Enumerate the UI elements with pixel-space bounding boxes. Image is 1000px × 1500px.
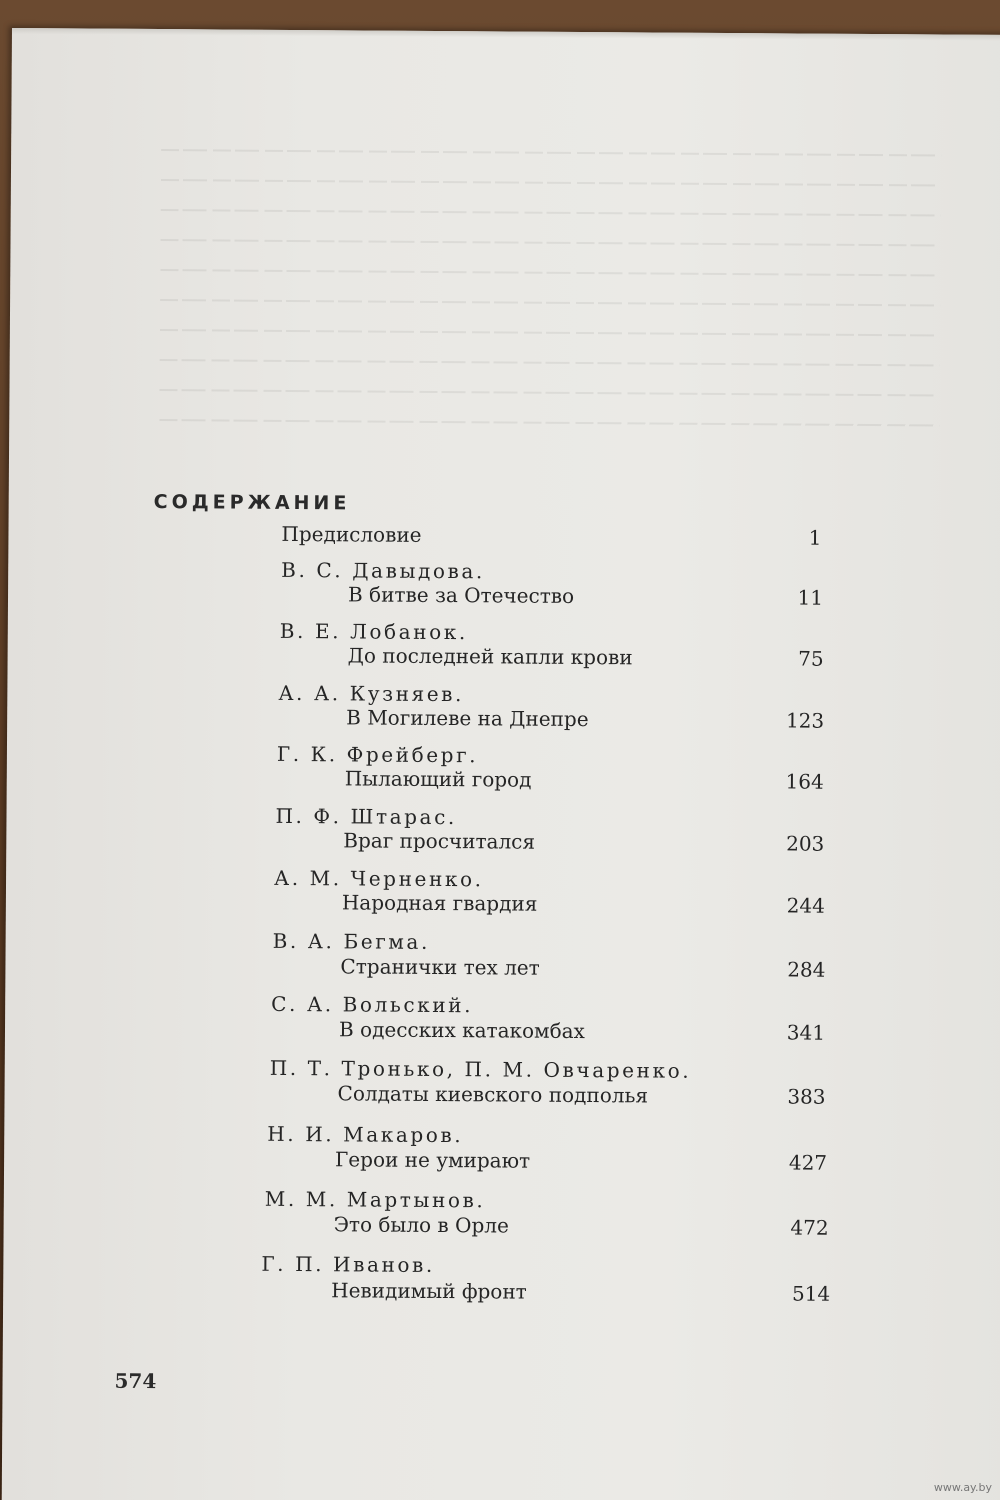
toc-page-number: 203: [786, 831, 825, 856]
toc-title: В одесских катакомбах: [338, 1017, 585, 1044]
book-page: [2, 28, 1000, 1500]
toc-author: А. А. Кузняев.: [278, 680, 465, 707]
toc-page-number: 472: [790, 1215, 829, 1240]
toc-title: Это было в Орле: [333, 1212, 509, 1238]
toc-page-number: 75: [798, 646, 824, 671]
toc-title: Враг просчитался: [343, 828, 536, 854]
toc-title: В Могилеве на Днепре: [346, 705, 589, 732]
toc-author: В. С. Давыдова.: [281, 557, 485, 584]
toc-page-number: 123: [785, 708, 825, 733]
contents-heading: СОДЕРЖАНИЕ: [153, 491, 351, 515]
toc-page-number: 164: [785, 769, 824, 794]
toc-title: В битве за Отечество: [347, 582, 575, 608]
toc-title: Пылающий город: [344, 766, 532, 792]
toc-author: П. Ф. Штарас.: [275, 803, 457, 830]
toc-page-number: 284: [787, 957, 826, 982]
toc-page-number: 341: [786, 1020, 826, 1045]
toc-author: П. Т. Тронько, П. М. Овчаренко.: [269, 1055, 692, 1083]
toc-author: Н. И. Макаров.: [267, 1121, 464, 1148]
toc-page-number: 244: [786, 893, 825, 918]
toc-title: Невидимый фронт: [331, 1278, 527, 1304]
toc-author: С. А. Вольский.: [271, 991, 474, 1018]
table-of-contents: [2, 28, 1000, 1500]
site-watermark: www.ay.by: [933, 1481, 992, 1494]
toc-author: В. Е. Лобанок.: [279, 618, 468, 645]
toc-title: Герои не умирают: [335, 1147, 531, 1173]
toc-title: Солдаты киевского подполья: [337, 1081, 649, 1108]
toc-page-number: 11: [797, 585, 824, 610]
page-number: 574: [114, 1368, 157, 1394]
toc-author: А. М. Черненко.: [273, 865, 484, 892]
toc-page-number: 427: [788, 1150, 828, 1175]
toc-author: М. М. Мартынов.: [264, 1186, 486, 1213]
toc-page-number: 514: [791, 1281, 831, 1306]
toc-title: Народная гвардия: [341, 890, 538, 916]
toc-page-number: 383: [787, 1084, 826, 1109]
toc-title: До последней капли крови: [347, 643, 633, 670]
toc-page-number: 1: [808, 525, 822, 550]
toc-author: В. А. Бегма.: [272, 928, 431, 954]
toc-title: Странички тех лет: [340, 954, 540, 980]
toc-author: Г. П. Иванов.: [261, 1251, 435, 1277]
toc-title: Предисловие: [281, 521, 422, 547]
toc-author: Г. К. Фрейберг.: [276, 741, 479, 768]
